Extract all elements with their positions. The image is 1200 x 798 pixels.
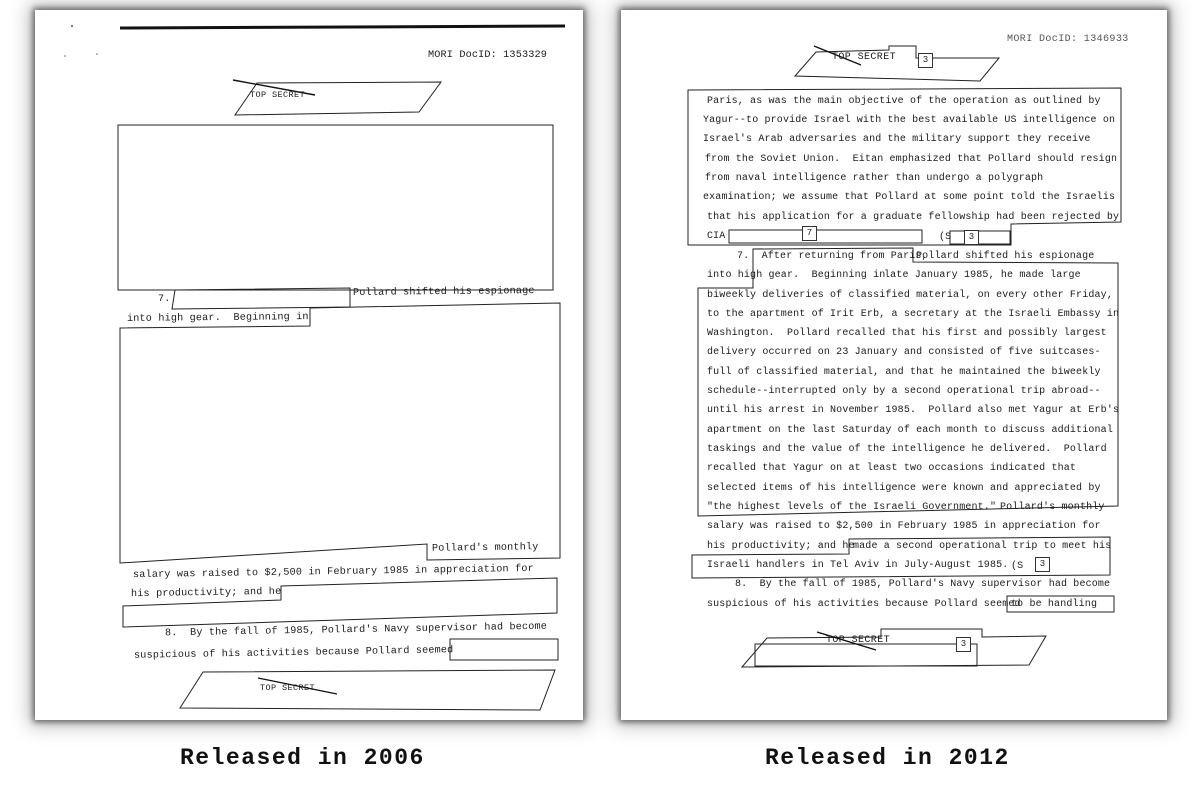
text-line: 8. By the fall of 1985, Pollard's Navy supervisor had become [164,621,548,640]
top-rule [120,26,565,28]
classification-stamp: TOP SECRET [832,52,897,63]
classification-stamp: TOP SECRET [250,90,306,100]
scan-speck [96,53,98,55]
text-line: 8. By the fall of 1985, Pollard's Navy supervisor had become [735,579,1111,590]
classification-mark: (S [1011,561,1024,572]
doc-id: MORI DocID: 1346933 [1007,34,1129,45]
text-line: 7. After returning from Paris, [737,251,928,262]
scan-speck [71,25,73,27]
exemption-code: 3 [918,53,933,68]
redaction-box [450,639,558,660]
text-line: his productivity; and he [707,541,855,552]
text-line: that his application for a graduate fellowship had been rejected by [707,212,1120,223]
doc-id: MORI DocID: 1353329 [428,50,548,61]
redaction-box [950,231,1010,244]
text-line: Washington. Pollard recalled that his first and possibly largest [707,328,1107,339]
caption-2012: Released in 2012 [765,745,1010,771]
text-line: salary was raised to $2,500 in February 1985 in appreciation for [707,521,1101,532]
text-line: Israeli handlers in Tel Aviv in July-August 1985. [707,560,1009,571]
text-line: Pollard shifted his espionage [916,251,1095,262]
text-line: Pollard shifted his espionage [352,286,535,299]
text-line: suspicious of his activities because Pollard seemed [707,599,1021,610]
exemption-code: 3 [1035,557,1050,572]
redaction-box [120,303,560,563]
classification-stamp: TOP SECRET [826,635,891,646]
text-line: taskings and the value of the intelligence he delivered. Pollard [707,444,1107,455]
text-line: examination; we assume that Pollard at some point told the Israelis [703,192,1116,203]
text-line: into high gear. Beginning in [707,270,886,281]
text-line: Israel's Arab adversaries and the military support they receive [703,134,1091,145]
redaction-box [729,230,922,243]
redaction-box [118,125,553,290]
text-line: until his arrest in November 1985. Pollard also met Yagur at Erb's [707,405,1120,416]
text-line: his productivity; and he [130,586,282,601]
text-line: made a second operational trip to meet his [853,541,1112,552]
text-line: recalled that Yagur on at least two occasions indicated that [707,463,1077,474]
text-line: "the highest levels of the Israeli Government." [707,502,997,513]
exemption-code: 3 [964,230,979,245]
classification-stamp: TOP SECRET [260,683,316,693]
text-line: selected items of his intelligence were known and appreciated by [707,483,1101,494]
text-line: suspicious of his activities because Pollard seemed [133,645,454,662]
document-page-2006 [35,10,583,720]
text-line: late January 1985, he made large [884,270,1081,281]
redaction-box [123,578,557,627]
text-line: salary was raised to $2,500 in February 1985 in appreciation for [132,563,534,582]
text-line: CIA [707,231,726,242]
document-page-2012 [621,10,1167,720]
text-line: into high gear. Beginning in [126,312,309,325]
text-line: to the apartment of Irit Erb, a secretary at the Israeli Embassy in [707,309,1120,320]
paragraph-number: 7. [158,294,171,305]
text-line: Yagur--to provide Israel with the best available US intelligence on [703,115,1116,126]
classification-mark: (S [939,232,952,243]
text-line: full of classified material, and that he maintained the biweekly [707,367,1101,378]
redaction-box [172,288,350,309]
text-line: from naval intelligence rather than undergo a polygraph [705,173,1044,184]
exemption-code: 3 [956,637,971,652]
text-line: to be handling [1011,599,1098,610]
text-line: Pollard's monthly [1000,502,1105,513]
redaction-outlines-2006 [35,10,583,720]
exemption-code: 7 [802,226,817,241]
text-line: biweekly deliveries of classified material, on every other Friday, [707,290,1113,301]
stamp-frame [180,670,555,710]
scan-speck [64,55,66,57]
caption-2006: Released in 2006 [180,745,425,771]
stamp-frame [742,629,1046,667]
text-line: from the Soviet Union. Eitan emphasized that Pollard should resign [705,154,1118,165]
text-line: schedule--interrupted only by a second operational trip abroad-- [707,386,1101,397]
released-text-frame [698,248,1118,516]
text-line: delivery occurred on 23 January and consisted of five suitcases- [707,347,1101,358]
text-line: Pollard's monthly [431,542,539,555]
text-line: apartment on the last Saturday of each month to discuss additional [707,425,1113,436]
text-line: Paris, as was the main objective of the operation as outlined by [707,96,1101,107]
